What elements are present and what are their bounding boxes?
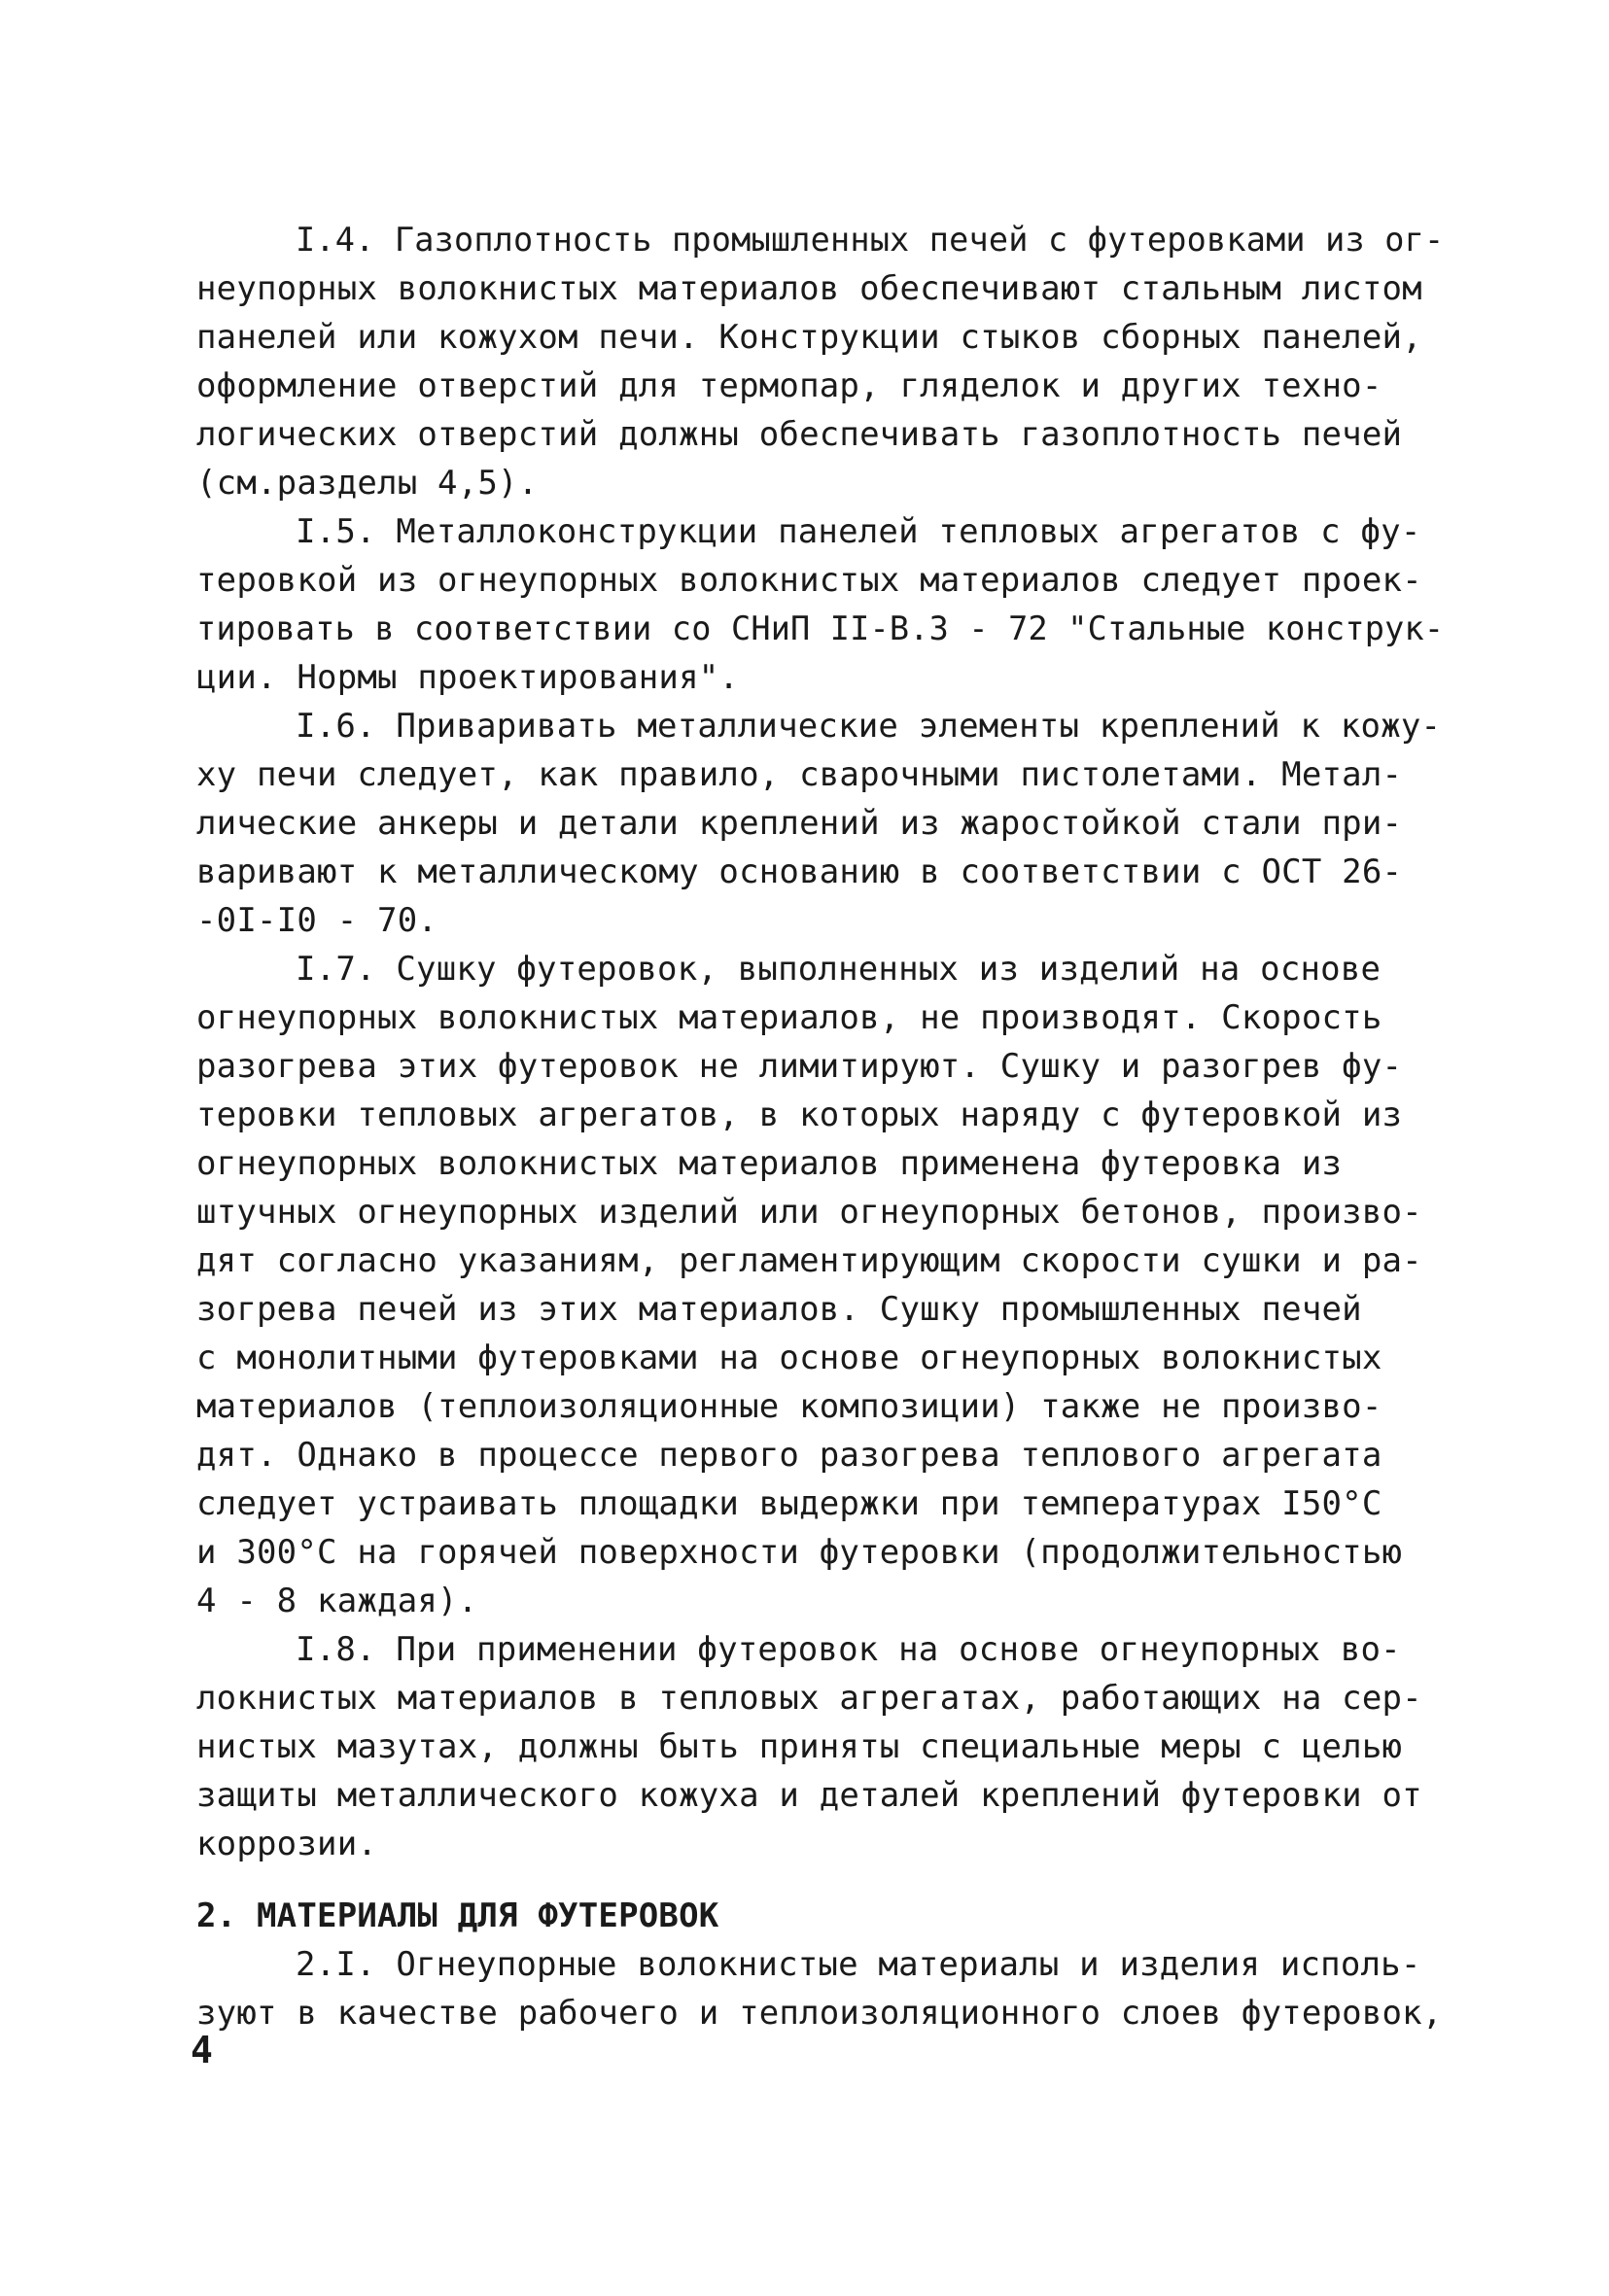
body-text — [196, 216, 1446, 2037]
text-line: и 300°С на горячей поверхности футеровки (продолжительностью — [196, 1533, 1403, 1572]
text-line: с монолитными футеровками на основе огнеупорных волокнистых — [196, 1339, 1382, 1377]
text-line: тировать в соответствии со СНиП II-В.3 - 72 "Стальные конструк- — [196, 609, 1445, 647]
text-line: материалов (теплоизоляционные композиции) также не произво- — [196, 1387, 1382, 1426]
text-line: штучных огнеупорных изделий или огнеупорных бетонов, произво- — [196, 1193, 1422, 1232]
text-line: локнистых материалов в тепловых агрегатах, работающих на сер- — [196, 1679, 1422, 1718]
text-line: разогрева этих футеровок не лимитируют. Сушку и разогрев фу- — [196, 1047, 1403, 1086]
text-line: дят. Однако в процессе первого разогрева теплового агрегата — [196, 1436, 1382, 1475]
text-line: ху печи следует, как правило, сварочными пистолетами. Метал- — [196, 755, 1403, 794]
text-line: панелей или кожухом печи. Конструкции стыков сборных панелей, — [196, 318, 1422, 357]
text-line: I.6. Приваривать металлические элементы креплений к кожу- — [296, 707, 1442, 746]
text-line: -0I-I0 - 70. — [196, 901, 438, 940]
text-line: 4 - 8 каждая). — [196, 1582, 478, 1620]
text-line: (см.разделы 4,5). — [196, 464, 539, 503]
text-line: зогрева печей из этих материалов. Сушку промышленных печей — [196, 1290, 1362, 1329]
text-line: нистых мазутах, должны быть приняты специальные меры с целью — [196, 1727, 1403, 1766]
text-line: неупорных волокнистых материалов обеспечивают стальным листом — [196, 269, 1422, 308]
text-line: коррозии. — [196, 1825, 378, 1863]
text-line: следует устраивать площадки выдержки при температурах I50°С — [196, 1484, 1382, 1523]
text-line: зуют в качестве рабочего и теплоизоляционного слоев футеровок, — [196, 1994, 1443, 2033]
text-line: I.4. Газоплотность промышленных печей с футеровками из ог- — [296, 221, 1445, 259]
section-heading: 2. МАТЕРИАЛЫ ДЛЯ ФУТЕРОВОК — [196, 1896, 719, 1935]
text-line: защиты металлического кожуха и деталей креплений футеровки от — [196, 1776, 1422, 1815]
page-number: 4 — [191, 2029, 213, 2071]
text-line: лические анкеры и детали креплений из жаростойкой стали при- — [196, 804, 1403, 843]
text-line: логических отверстий должны обеспечивать газоплотность печей — [196, 415, 1403, 454]
text-line: теровкой из огнеупорных волокнистых материалов следует проек- — [196, 561, 1422, 600]
text-line: дят согласно указаниям, регламентирующим скорости сушки и ра- — [196, 1241, 1422, 1280]
text-line: огнеупорных волокнистых материалов, не производят. Скорость — [196, 998, 1382, 1037]
text-line: I.5. Металлоконструкции панелей тепловых агрегатов с фу- — [296, 512, 1421, 551]
text-line: ции. Нормы проектирования". — [196, 658, 740, 697]
text-line: I.8. При применении футеровок на основе огнеупорных во- — [296, 1630, 1401, 1669]
text-line: варивают к металлическому основанию в соответствии с ОСТ 26- — [196, 852, 1403, 891]
text-line: теровки тепловых агрегатов, в которых наряду с футеровкой из — [196, 1096, 1403, 1134]
text-line: оформление отверстий для термопар, гляделок и других техно- — [196, 366, 1382, 405]
text-line: I.7. Сушку футеровок, выполненных из изделий на основе — [296, 950, 1382, 989]
text-line: 2.I. Огнеупорные волокнистые материалы и изделия исполь- — [296, 1945, 1421, 1984]
text-line: огнеупорных волокнистых материалов применена футеровка из — [196, 1144, 1343, 1183]
